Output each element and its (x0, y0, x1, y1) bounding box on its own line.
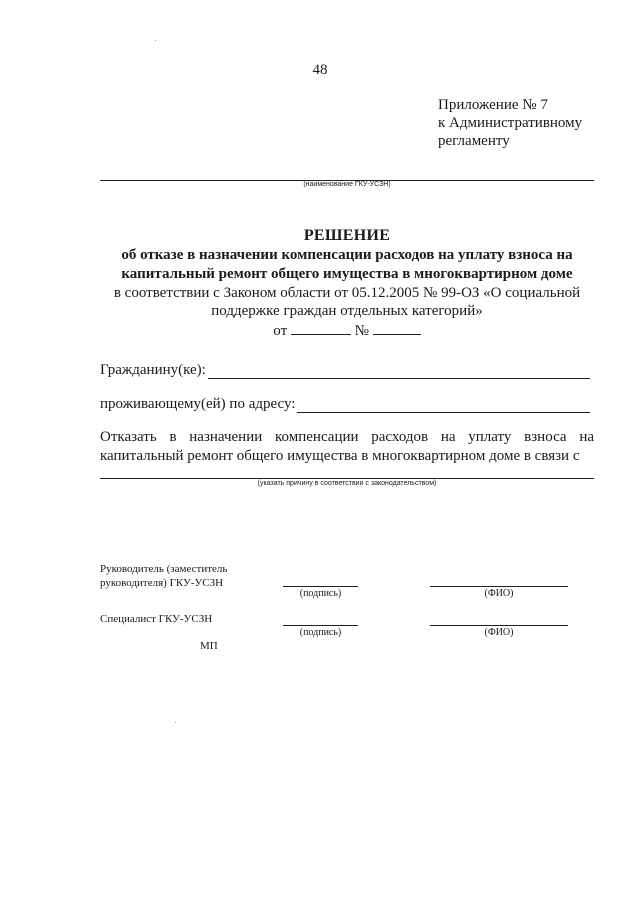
subtitle-line-1: об отказе в назначении компенсации расходов на уплату взноса на (121, 247, 573, 263)
head-fio-field[interactable] (430, 586, 568, 587)
reason-field[interactable] (100, 478, 594, 479)
appendix-line-3: регламенту (438, 133, 510, 149)
specialist-label: Специалист ГКУ-УСЗН (100, 613, 213, 625)
head-label-line-1: Руководитель (заместитель (100, 563, 228, 575)
page-number: 48 (312, 62, 328, 78)
specialist-fio-caption: (ФИО) (484, 627, 514, 638)
refuse-text-line-1: Отказать в назначении компенсации расходов на уплату взноса на (100, 429, 594, 445)
specialist-signature-caption: (подпись) (299, 627, 342, 638)
number-field[interactable] (373, 321, 421, 335)
address-label: проживающему(ей) по адресу: (100, 396, 296, 412)
number-label: № (354, 323, 369, 339)
document-title: РЕШЕНИЕ (303, 227, 391, 244)
law-line-1: в соответствии с Законом области от 05.12.2005 № 99-ОЗ «О социальной (113, 285, 581, 301)
head-label (100, 562, 227, 590)
address-field[interactable] (297, 398, 590, 413)
citizen-field[interactable] (208, 364, 590, 379)
law-line-2: поддержке граждан отдельных категорий» (211, 303, 483, 319)
scan-speck (155, 40, 156, 41)
date-number-line (100, 321, 594, 340)
seal-label: МП (200, 640, 218, 652)
date-field[interactable] (291, 321, 351, 335)
specialist-fio-field[interactable] (430, 625, 568, 626)
head-fio-caption: (ФИО) (484, 588, 514, 599)
date-from-label: от (273, 323, 288, 339)
subtitle-line-2: капитальный ремонт общего имущества в многоквартирном доме (121, 266, 573, 282)
citizen-row (100, 362, 590, 379)
appendix-line-2: к Административному (438, 115, 583, 131)
head-signature-caption: (подпись) (299, 588, 342, 599)
head-signature-field[interactable] (283, 586, 358, 587)
appendix-block (438, 96, 582, 150)
appendix-line-1: Приложение № 7 (438, 97, 548, 113)
reason-caption: (указать причину в соответствии с законодательством) (257, 480, 437, 487)
specialist-signature-field[interactable] (283, 625, 358, 626)
org-name-caption: (наименование ГКУ-УСЗН) (303, 181, 391, 188)
title-block (100, 226, 594, 340)
citizen-label: Гражданину(ке): (100, 362, 206, 378)
scan-speck (175, 722, 176, 723)
refuse-text-line-2: капитальный ремонт общего имущества в многоквартирном доме в связи с (100, 448, 580, 464)
address-row (100, 396, 590, 413)
head-label-line-2: руководителя) ГКУ-УСЗН (100, 577, 224, 589)
